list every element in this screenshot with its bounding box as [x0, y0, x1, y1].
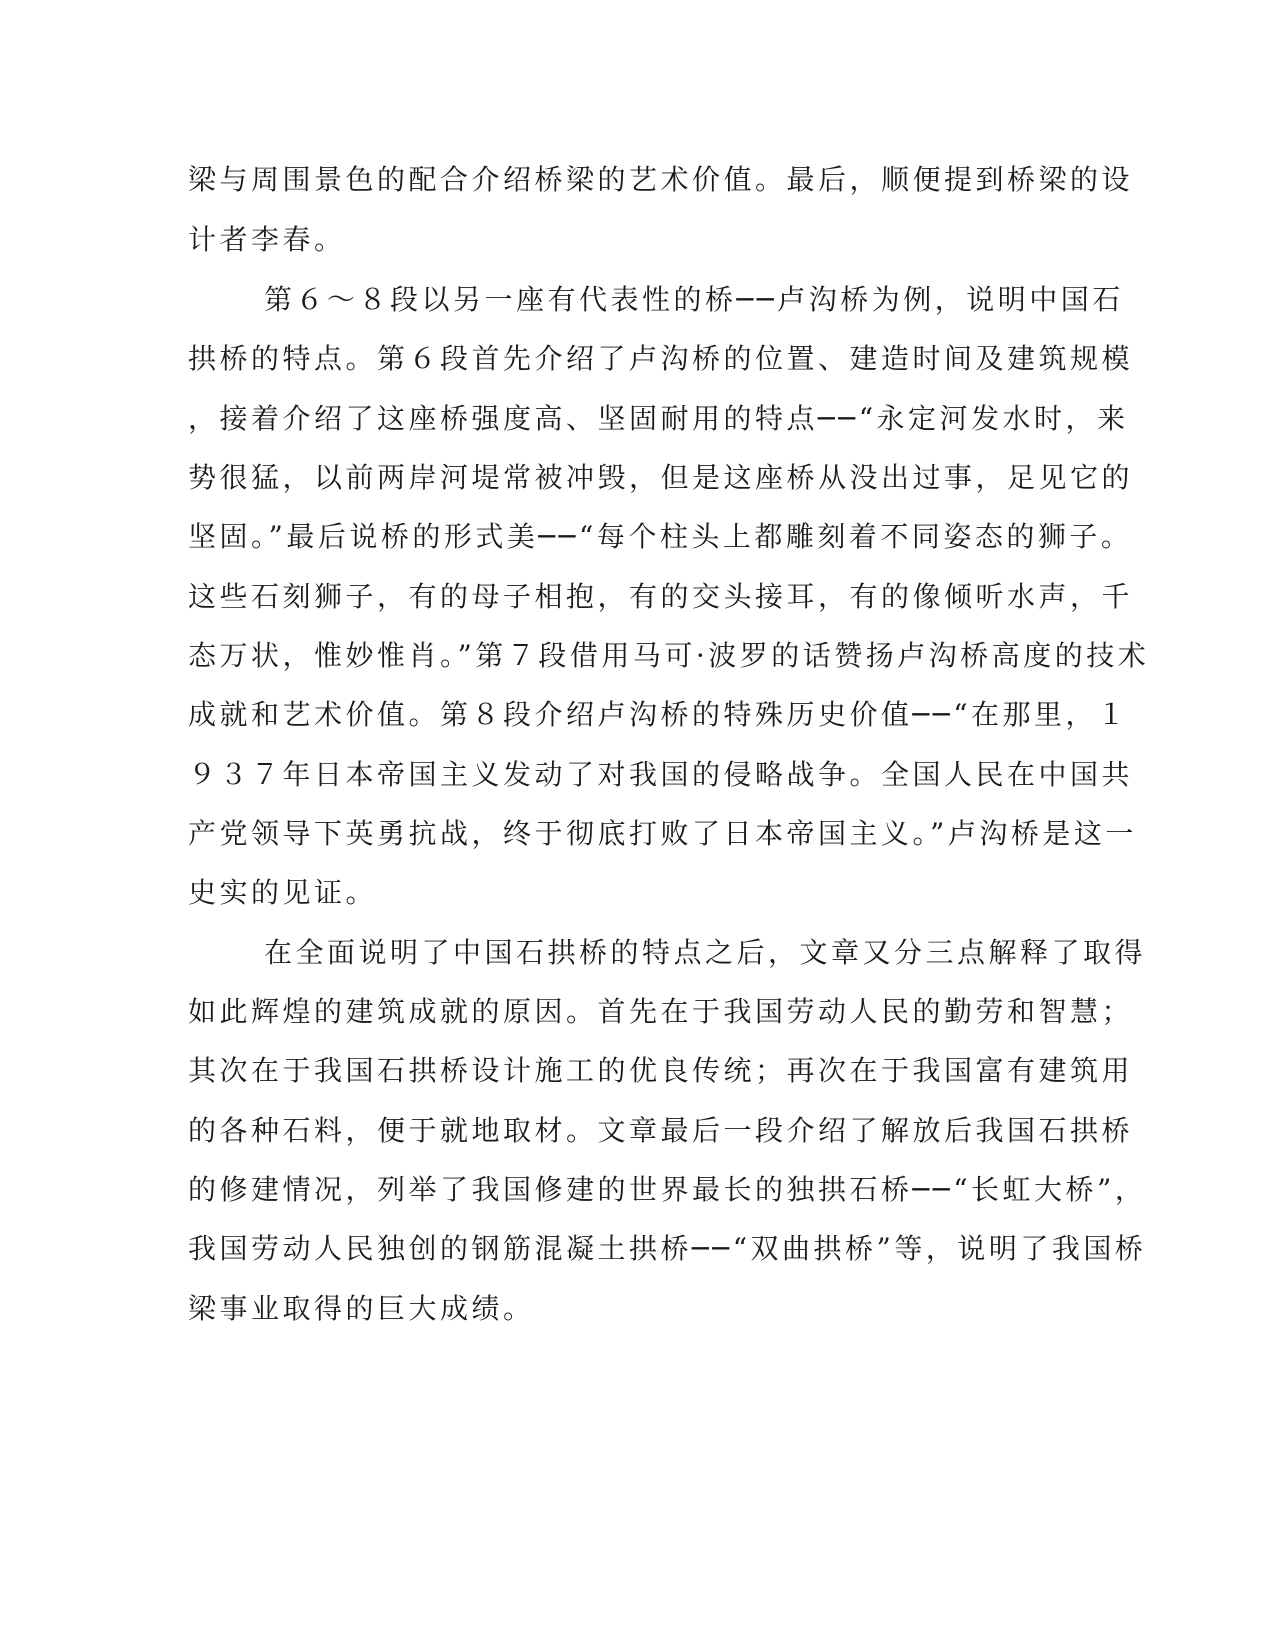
text-line: 这些石刻狮子，有的母子相抱，有的交头接耳，有的像倾听水声，千: [188, 580, 1134, 613]
text-line: 拱桥的特点。第６段首先介绍了卢沟桥的位置、建造时间及建筑规模: [188, 342, 1134, 375]
text-line: 计者李春。: [188, 223, 346, 256]
text-line: 的各种石料，便于就地取材。文章最后一段介绍了解放后我国石拱桥: [188, 1114, 1134, 1147]
text-line: ９３７年日本帝国主义发动了对我国的侵略战争。全国人民在中国共: [188, 758, 1134, 791]
text-line: 史实的见证。: [188, 876, 378, 909]
text-line: 如此辉煌的建筑成就的原因。首先在于我国劳动人民的勤劳和智慧；: [188, 995, 1134, 1028]
text-line: 势很猛，以前两岸河堤常被冲毁，但是这座桥从没出过事，足见它的: [188, 461, 1134, 494]
text-line: 梁事业取得的巨大成绩。: [188, 1292, 535, 1325]
text-line: 其次在于我国石拱桥设计施工的优良传统；再次在于我国富有建筑用: [188, 1054, 1134, 1087]
paragraph-start-line: 在全面说明了中国石拱桥的特点之后，文章又分三点解释了取得: [264, 936, 1147, 969]
text-line: 态万状，惟妙惟肖。”第７段借用马可·波罗的话赞扬卢沟桥高度的技术: [188, 639, 1150, 672]
text-line: 的修建情况，列举了我国修建的世界最长的独拱石桥──“长虹大桥”，: [188, 1173, 1147, 1206]
text-line: 梁与周围景色的配合介绍桥梁的艺术价值。最后，顺便提到桥梁的设: [188, 163, 1134, 196]
text-line: 成就和艺术价值。第８段介绍卢沟桥的特殊历史价值──“在那里，１: [188, 698, 1129, 731]
paragraph-start-line: 第６～８段以另一座有代表性的桥──卢沟桥为例，说明中国石: [264, 283, 1124, 316]
text-line: 我国劳动人民独创的钢筋混凝土拱桥──“双曲拱桥”等，说明了我国桥: [188, 1232, 1147, 1265]
text-line: 坚固。”最后说桥的形式美──“每个柱头上都雕刻着不同姿态的狮子。: [188, 520, 1133, 553]
text-line: ，接着介绍了这座桥强度高、坚固耐用的特点──“永定河发水时，来: [188, 402, 1129, 435]
text-line: 产党领导下英勇抗战，终于彻底打败了日本帝国主义。”卢沟桥是这一: [188, 817, 1137, 850]
